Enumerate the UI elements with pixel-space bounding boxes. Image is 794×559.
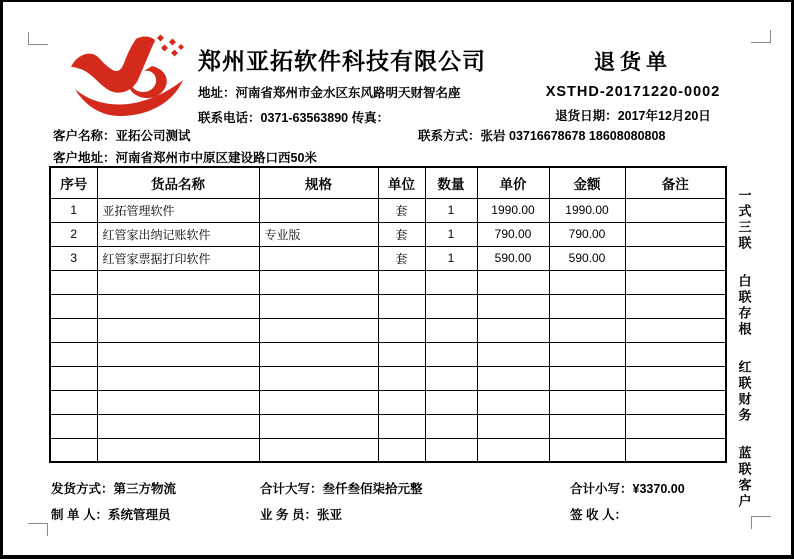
signer-line: [570, 505, 627, 523]
copies-note-line: 蓝联客户: [736, 446, 752, 510]
cell-qty: [425, 318, 477, 342]
cell-seq: [50, 294, 97, 318]
customer-address-label: 客户地址：: [53, 151, 116, 165]
cell-spec: [259, 318, 378, 342]
cell-price: 1990.00: [477, 198, 549, 222]
crop-mark-top-left: [28, 32, 48, 45]
cell-note: [625, 222, 726, 246]
document-title-block: [508, 46, 758, 124]
table-row: [50, 342, 726, 366]
crop-mark-top-right: [751, 30, 771, 43]
cell-seq: [50, 438, 97, 462]
cell-item-name: 红管家票据打印软件: [97, 246, 259, 270]
cell-unit: 套: [378, 246, 425, 270]
cell-seq: [50, 342, 97, 366]
table-row: [50, 366, 726, 390]
cell-note: [625, 366, 726, 390]
cell-item-name: [97, 318, 259, 342]
cell-spec: [259, 438, 378, 462]
cell-qty: [425, 414, 477, 438]
total-in-words-label: 合计大写：: [260, 482, 323, 496]
form-maker-line: [51, 505, 170, 523]
cell-note: [625, 270, 726, 294]
salesperson-value: 张亚: [316, 508, 342, 522]
cell-price: [477, 366, 549, 390]
cell-note: [625, 390, 726, 414]
cell-unit: 套: [378, 222, 425, 246]
cell-item-name: [97, 438, 259, 462]
customer-contact-label: 联系方式：: [418, 129, 481, 143]
cell-item-name: [97, 342, 259, 366]
cell-item-name: [97, 270, 259, 294]
cell-note: [625, 294, 726, 318]
cell-price: [477, 438, 549, 462]
cell-price: 590.00: [477, 246, 549, 270]
address-label: 地址：: [198, 86, 236, 100]
table-row: [50, 198, 726, 222]
cell-qty: 1: [425, 222, 477, 246]
cell-unit: [378, 342, 425, 366]
total-in-figures-line: [570, 479, 685, 497]
total-in-words-value: 叁仟叁佰柒拾元整: [322, 482, 423, 496]
salesperson-line: [260, 505, 342, 523]
cell-amount: [549, 390, 625, 414]
company-phone-line: [198, 108, 508, 126]
cell-price: [477, 390, 549, 414]
customer-name-value: 亚拓公司测试: [115, 129, 191, 143]
col-header-qty: 数量: [425, 167, 477, 198]
cell-seq: [50, 270, 97, 294]
cell-unit: [378, 414, 425, 438]
col-header-spec: 规格: [259, 167, 378, 198]
document-title: 退货单: [594, 51, 672, 74]
copies-note-line: 红联财务: [736, 360, 752, 424]
cell-amount: 590.00: [549, 246, 625, 270]
cell-spec: [259, 342, 378, 366]
cell-price: [477, 342, 549, 366]
cell-unit: [378, 366, 425, 390]
company-address-line: [198, 83, 508, 101]
return-date-label: 退货日期：: [555, 109, 618, 123]
total-in-words-line: [260, 479, 423, 497]
total-in-figures-value: ¥3370.00: [632, 482, 685, 496]
table-row: [50, 222, 726, 246]
cell-amount: [549, 270, 625, 294]
items-table: [49, 166, 727, 463]
cell-price: [477, 270, 549, 294]
table-row: [50, 414, 726, 438]
copies-note-line: 一式三联: [736, 188, 752, 252]
cell-spec: [259, 198, 378, 222]
document-number: XSTHD-20171220-0002: [545, 84, 721, 100]
phone-label: 联系电话：: [198, 111, 261, 125]
table-row: [50, 390, 726, 414]
cell-seq: [50, 390, 97, 414]
copies-note-line: 白联存根: [736, 274, 752, 338]
cell-qty: [425, 342, 477, 366]
cell-qty: [425, 270, 477, 294]
ship-method-label: 发货方式：: [51, 482, 114, 496]
cell-item-name: [97, 390, 259, 414]
cell-spec: [259, 414, 378, 438]
table-row: [50, 246, 726, 270]
col-header-note: 备注: [625, 167, 726, 198]
cell-unit: [378, 390, 425, 414]
cell-price: 790.00: [477, 222, 549, 246]
cell-price: [477, 414, 549, 438]
cell-unit: [378, 318, 425, 342]
cell-note: [625, 318, 726, 342]
cell-seq: 1: [50, 198, 97, 222]
signer-label: 签 收 人：: [570, 508, 627, 522]
cell-amount: [549, 294, 625, 318]
crop-mark-bottom-left: [28, 523, 48, 536]
cell-qty: [425, 390, 477, 414]
table-row: [50, 318, 726, 342]
cell-amount: [549, 438, 625, 462]
cell-qty: [425, 366, 477, 390]
cell-spec: [259, 270, 378, 294]
customer-address-value: 河南省郑州市中原区建设路口西50米: [115, 151, 317, 165]
col-header-seq: 序号: [50, 167, 97, 198]
company-header: [198, 43, 508, 126]
cell-amount: [549, 366, 625, 390]
customer-address-line: [53, 148, 317, 166]
cell-unit: [378, 270, 425, 294]
col-header-price: 单价: [477, 167, 549, 198]
fax-label: 传真：: [351, 111, 390, 125]
cell-note: [625, 246, 726, 270]
table-row: [50, 294, 726, 318]
cell-seq: [50, 318, 97, 342]
cell-item-name: 红管家出纳记账软件: [97, 222, 259, 246]
cell-price: [477, 318, 549, 342]
cell-qty: [425, 438, 477, 462]
ship-method-line: [51, 479, 176, 497]
col-header-amount: 金额: [549, 167, 625, 198]
col-header-item-name: 货品名称: [97, 167, 259, 198]
cell-spec: [259, 294, 378, 318]
cell-spec: [259, 246, 378, 270]
return-date-line: [508, 106, 758, 124]
cell-amount: 790.00: [549, 222, 625, 246]
cell-amount: [549, 318, 625, 342]
cell-item-name: [97, 366, 259, 390]
cell-price: [477, 294, 549, 318]
ship-method-value: 第三方物流: [113, 482, 177, 496]
cell-seq: [50, 414, 97, 438]
cell-item-name: [97, 414, 259, 438]
form-maker-value: 系统管理员: [107, 508, 171, 522]
cell-item-name: [97, 294, 259, 318]
cell-seq: [50, 366, 97, 390]
cell-qty: 1: [425, 246, 477, 270]
cell-spec: [259, 390, 378, 414]
col-header-unit: 单位: [378, 167, 425, 198]
table-header-row: [50, 167, 726, 198]
phone-value: 0371-63563890: [260, 111, 349, 125]
cell-note: [625, 414, 726, 438]
table-row: [50, 270, 726, 294]
address-value: 河南省郑州市金水区东风路明天财智名座: [235, 86, 461, 100]
cell-unit: [378, 294, 425, 318]
cell-amount: 1990.00: [549, 198, 625, 222]
cell-amount: [549, 414, 625, 438]
crop-mark-bottom-right: [751, 516, 771, 529]
return-date-value: 2017年12月20日: [617, 109, 711, 123]
cell-note: [625, 342, 726, 366]
cell-qty: [425, 294, 477, 318]
customer-name-line: [53, 126, 191, 144]
cell-note: [625, 438, 726, 462]
form-maker-label: 制 单 人：: [51, 508, 108, 522]
customer-contact-line: [418, 126, 665, 144]
total-in-figures-label: 合计小写：: [570, 482, 633, 496]
company-logo-bird-icon: [65, 34, 191, 118]
cell-qty: 1: [425, 198, 477, 222]
copies-note: [734, 188, 754, 510]
cell-spec: 专业版: [259, 222, 378, 246]
salesperson-label: 业 务 员：: [260, 508, 317, 522]
cell-spec: [259, 366, 378, 390]
cell-note: [625, 198, 726, 222]
customer-name-label: 客户名称：: [53, 129, 116, 143]
cell-seq: 2: [50, 222, 97, 246]
cell-amount: [549, 342, 625, 366]
cell-unit: 套: [378, 198, 425, 222]
customer-contact-value: 张岩 03716678678 18608080808: [480, 129, 666, 143]
cell-item-name: 亚拓管理软件: [97, 198, 259, 222]
cell-unit: [378, 438, 425, 462]
table-row: [50, 438, 726, 462]
cell-seq: 3: [50, 246, 97, 270]
company-name: 郑州亚拓软件科技有限公司: [198, 48, 486, 74]
